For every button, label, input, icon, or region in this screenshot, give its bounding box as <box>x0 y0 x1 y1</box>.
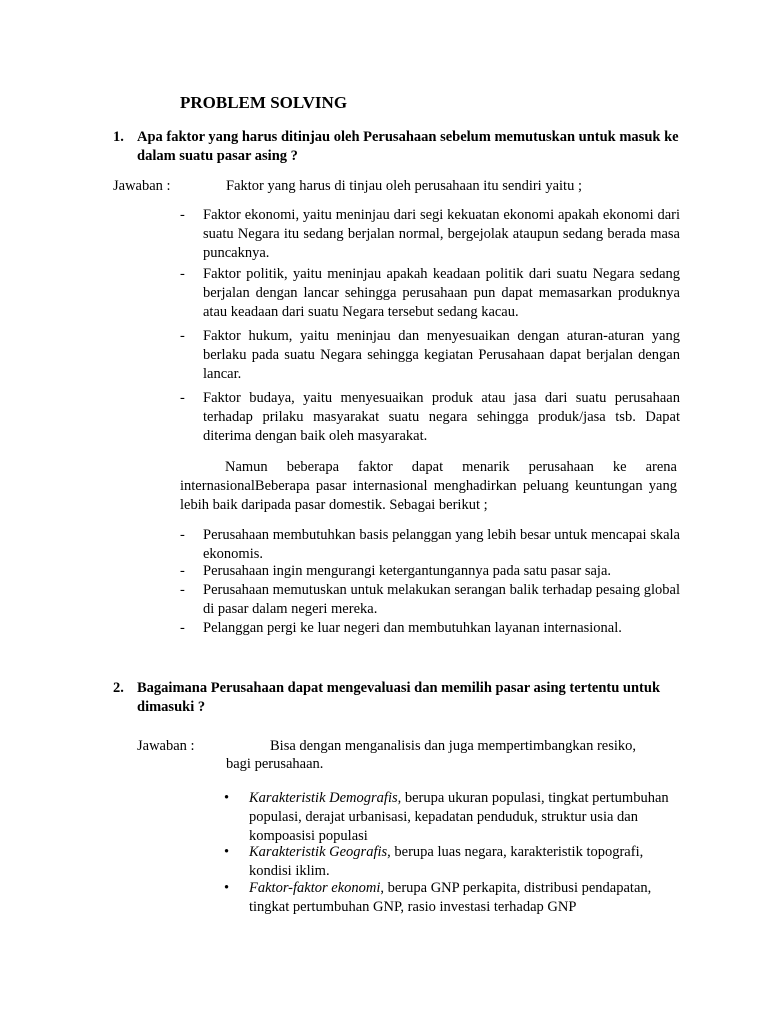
dash-marker: - <box>180 266 185 282</box>
answer-1-label: Jawaban : <box>113 178 171 194</box>
page-title: PROBLEM SOLVING <box>180 93 348 112</box>
list-item-text: Perusahaan membutuhkan basis pelanggan yang lebih besar untuk mencapai skala ekonomis. <box>203 527 680 562</box>
dash-marker: - <box>180 582 185 598</box>
list-item-text: Perusahaan ingin mengurangi ketergantungannya pada satu pasar saja. <box>203 563 612 579</box>
dash-marker: - <box>180 620 185 636</box>
list-item-text: Faktor budaya, yaitu menyesuaikan produk atau jasa dari suatu perusahaan terhadap prilaku masyarakat suatu negara sehingga produk/jasa tsb. Dapat diterima dengan baik oleh masyarakat. <box>203 390 680 444</box>
list-item-text <box>249 789 674 846</box>
bullet-marker: • <box>224 880 230 896</box>
list-item-term: Karakteristik Demografis <box>249 790 398 806</box>
list-item-text: Pelanggan pergi ke luar negeri dan membutuhkan layanan internasional. <box>203 620 622 636</box>
list-item-text: Perusahaan memutuskan untuk melakukan serangan balik terhadap pesaing global di pasar dalam negeri mereka. <box>203 582 680 617</box>
list-item-term: Faktor-faktor ekonomi <box>249 880 381 896</box>
dash-marker: - <box>180 207 185 223</box>
body-paragraph: Namun beberapa faktor dapat menarik perusahaan ke arena internasionalBeberapa pasar internasional menghadirkan peluang keuntungan yang lebih baik daripada pasar domestik. Sebagai berikut ; <box>180 459 677 513</box>
question-2-number: 2. <box>113 680 124 696</box>
list-item-description: , berupa ukuran populasi, tingkat pertumbuhan populasi, derajat urbanisasi, kepadatan penduduk, struktur usia dan kompoasisi populasi <box>249 790 669 844</box>
list-item-text: Faktor ekonomi, yaitu meninjau dari segi kekuatan ekonomi apakah ekonomi dari suatu Negara itu sedang berjalan normal, bergejolak ataupun sedang berada masa puncaknya. <box>203 207 680 261</box>
list-item-text: Faktor politik, yaitu meninjau apakah keadaan politik dari suatu Negara sedang berjalan dengan lancar sehingga perusahaan pun dapat memasarkan produknya atau keadaan dari suatu Negara tersebut sedang kacau. <box>203 266 680 320</box>
dash-marker: - <box>180 527 185 543</box>
answer-2-line-1: Bisa dengan menganalisis dan juga mempertimbangkan resiko, <box>270 738 637 754</box>
list-item-text <box>249 879 674 917</box>
list-item-description: , berupa luas negara, karakteristik topografi, kondisi iklim. <box>249 844 644 879</box>
bullet-marker: • <box>224 790 230 806</box>
list-item-text: Faktor hukum, yaitu meninjau dan menyesuaikan dengan aturan-aturan yang berlaku pada suatu Negara sehingga kegiatan Perusahaan dapat berjalan dengan lancar. <box>203 328 680 382</box>
bullet-marker: • <box>224 844 230 860</box>
question-1-text: Apa faktor yang harus ditinjau oleh Perusahaan sebelum memutuskan untuk masuk ke dalam suatu pasar asing ? <box>137 129 679 164</box>
answer-1-intro: Faktor yang harus di tinjau oleh perusahaan itu sendiri yaitu ; <box>226 178 582 194</box>
question-1-number: 1. <box>113 129 124 145</box>
dash-marker: - <box>180 390 185 406</box>
question-2-text: Bagaimana Perusahaan dapat mengevaluasi dan memilih pasar asing tertentu untuk dimasuki ? <box>137 680 661 715</box>
list-item-term: Karakteristik Geografis <box>249 844 388 860</box>
list-item-text <box>249 843 674 881</box>
dash-marker: - <box>180 328 185 344</box>
list-item-description: , berupa GNP perkapita, distribusi pendapatan, tingkat pertumbuhan GNP, rasio investasi terhadap GNP <box>249 880 652 915</box>
answer-2-label: Jawaban : <box>137 738 195 754</box>
dash-marker: - <box>180 563 185 579</box>
answer-2-line-2: bagi perusahaan. <box>226 756 324 772</box>
